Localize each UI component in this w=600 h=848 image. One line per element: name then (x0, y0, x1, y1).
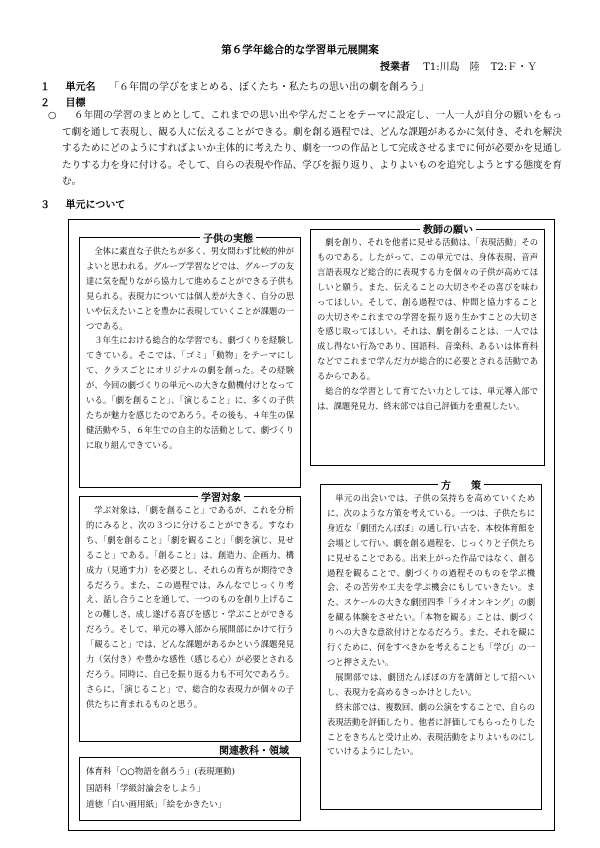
unit-name-section (40, 78, 429, 93)
about-section-heading (40, 196, 125, 211)
children-text (80, 238, 300, 453)
teacher-box (310, 229, 545, 466)
strategy-label: 方 策 (438, 477, 484, 492)
goal-section-heading (40, 94, 85, 109)
page-title: 第６学年総合的な学習単元展開案 (221, 44, 379, 56)
paragraph: 終末部では、複数回、劇の公演をすることで、自らの表現活動を評価したり、他者に評価してもらったりしたことをきちんと受け止め、表現活動をよりよいものにしていけるようにしたい。 (327, 701, 535, 757)
children-box (79, 237, 301, 488)
teacher-text (311, 230, 544, 414)
section-number: ３ (40, 200, 50, 211)
strategy-text (321, 485, 541, 759)
section-heading: 単元について (65, 200, 126, 211)
section-heading: 目標 (65, 98, 86, 109)
paragraph: 総合的な学習として育てたい力としては、単元導入部では、課題発見力、終末部では自己評価力を重視したい。 (317, 386, 538, 411)
author-t1: T1:川島 陸 (423, 62, 480, 73)
related-list (80, 758, 300, 814)
related-box (79, 757, 301, 821)
goal-bullet: ○ (48, 110, 57, 121)
target-label: 学習対象 (198, 489, 244, 504)
section-number: ２ (40, 98, 50, 109)
section-number: １ (40, 82, 50, 93)
unit-name-value: 「６年間の学びをまとめる、ぼくたち・私たちの思い出の劇を創ろう」 (108, 82, 429, 93)
author-label: 授業者 (380, 62, 410, 73)
paragraph: 学ぶ対象は、「劇を創ること」であるが、これを分析的にみると、次の３つに分けることができる。すなわち、「劇を創ること」「劇を観ること」「劇を演じ、見せること」である。「創ること」は、創造力、企画力、構成力（見通す力）を必要とし、それらの育ちが期待できるだろう。また、この過程では、みんなでじっくり考え、話し合うことを通して、一つのものを創り上げることの難しさ、成し遂げる喜びを感じ・学ぶことができるだろう。そして、単元の導入部から展開部にかけて行う「観ること」では、どんな課題があるかという課題発見力（気付き）や豊かな感性（感じる心）が必要とされるだろう。同時に、自己を振り返る力も不可欠であろう。さらに、「演じること」で、総合的な表現力が個々の子供たちに育まれるものと思う。 (86, 505, 294, 709)
target-box (79, 496, 301, 742)
goal-text (48, 108, 562, 191)
related-item: 国語科「学級討論会をしよう」 (86, 783, 206, 794)
author-t2: T2:Ｆ・Ｙ (490, 62, 538, 73)
children-label: 子供の実態 (200, 230, 256, 245)
related-item: 体育科「○○物語を創ろう」(表現運動) (86, 767, 235, 777)
author-line (380, 58, 537, 73)
strategy-box (320, 484, 542, 810)
related-item: 道徳「白い画用紙」「絵をかきたい」 (86, 800, 227, 811)
paragraph: ３年生における総合的な学習でも、劇づくりを経験してきている。そこでは、「ゴミ」「動物」をテーマにして、クラスごとにオリジナルの劇を創った。その経験が、今回の劇づくりの単元への大きな動機付けとなっている。「劇を創ること」、「演じること」に、多くの子供たちが魅力を感じたのであろう。その後も、４年生の保健活動や５、６年生での自主的な活動として、劇づくりに取り組んできている。 (86, 335, 294, 450)
related-label: 関連教科・領域 (216, 742, 292, 757)
paragraph: 単元の出会いでは、子供の気持ちを高めていくために、次のような方策を考えている。一つは、子供たちに身近な「劇団たんぽぽ」の通し行い古を、本校体育館を会場として行い、劇を創る過程を、じっくりと子供たちに見せることである。出来上がった作品ではなく、創る過程を観ることで、劇づくりの過程そのものを学ぶ機会、その苦労や工夫を学ぶ機会にもしていきたい。また、スケールの大きな劇団四季「ライオンキング」の劇を観る体験をさせたい。「本物を観る」ことは、劇づくりへの大きな意欲付けとなるだろう。また、それを観に行くために、何をすべきかを考えることも「学び」の一つと押さえたい。 (327, 493, 535, 667)
paragraph: 劇を創り、それを他者に見せる活動は、「表現活動」そのものである。したがって、この単元では、身体表現、音声言語表現など総合的に表現する力を個々の子供が高めてほしいと願う。また、伝えることの大切さやその喜びを味わってほしい。そして、創る過程では、仲間と協力することの大切さやこれまでの学習を振り返り生かすことの大切さを感じ取ってほしい。それは、劇を創ることは、一人では成し得ない行為であり、国語科、音楽科、あるいは体育科などでこれまで学んだ力が総合的に必要とされる活動であるからである。 (317, 237, 538, 382)
goal-paragraph: ６年間の学習のまとめとして、これまでの思い出や学んだことをテーマに設定し、一人一人が自分の願いをもって劇を通して表現し、観る人に伝えることができる。劇を創る過程では、どんな課題があるかに気付き、それを解決するためにどのようにすればよいか主体的に考えたり、劇を一つの作品として完成させるまでに何が必要かを見通したりする力を身に付ける。そして、自らの表現や作品、学びを振り返り、よりよいものを追究しようとする態度を育む。 (62, 110, 562, 188)
teacher-label: 教師の願い (420, 221, 476, 236)
paragraph: 展開部では、劇団たんぽぽの方を講師として招へいし、表現力を高めるきっかけとしたい。 (327, 671, 535, 697)
paragraph: 全体に素直な子供たちが多く、男女問わず比較的仲がよいと思われる。グループ学習などでは、グループの友達に気を配りながら協力して進めることができる子供も見られる。表現力については個人差が大きく、自分の思いや伝えたいことを豊かに表現していくことが課題の一つである。 (86, 246, 294, 331)
section-heading: 単元名 (65, 82, 96, 93)
target-text (80, 497, 300, 712)
